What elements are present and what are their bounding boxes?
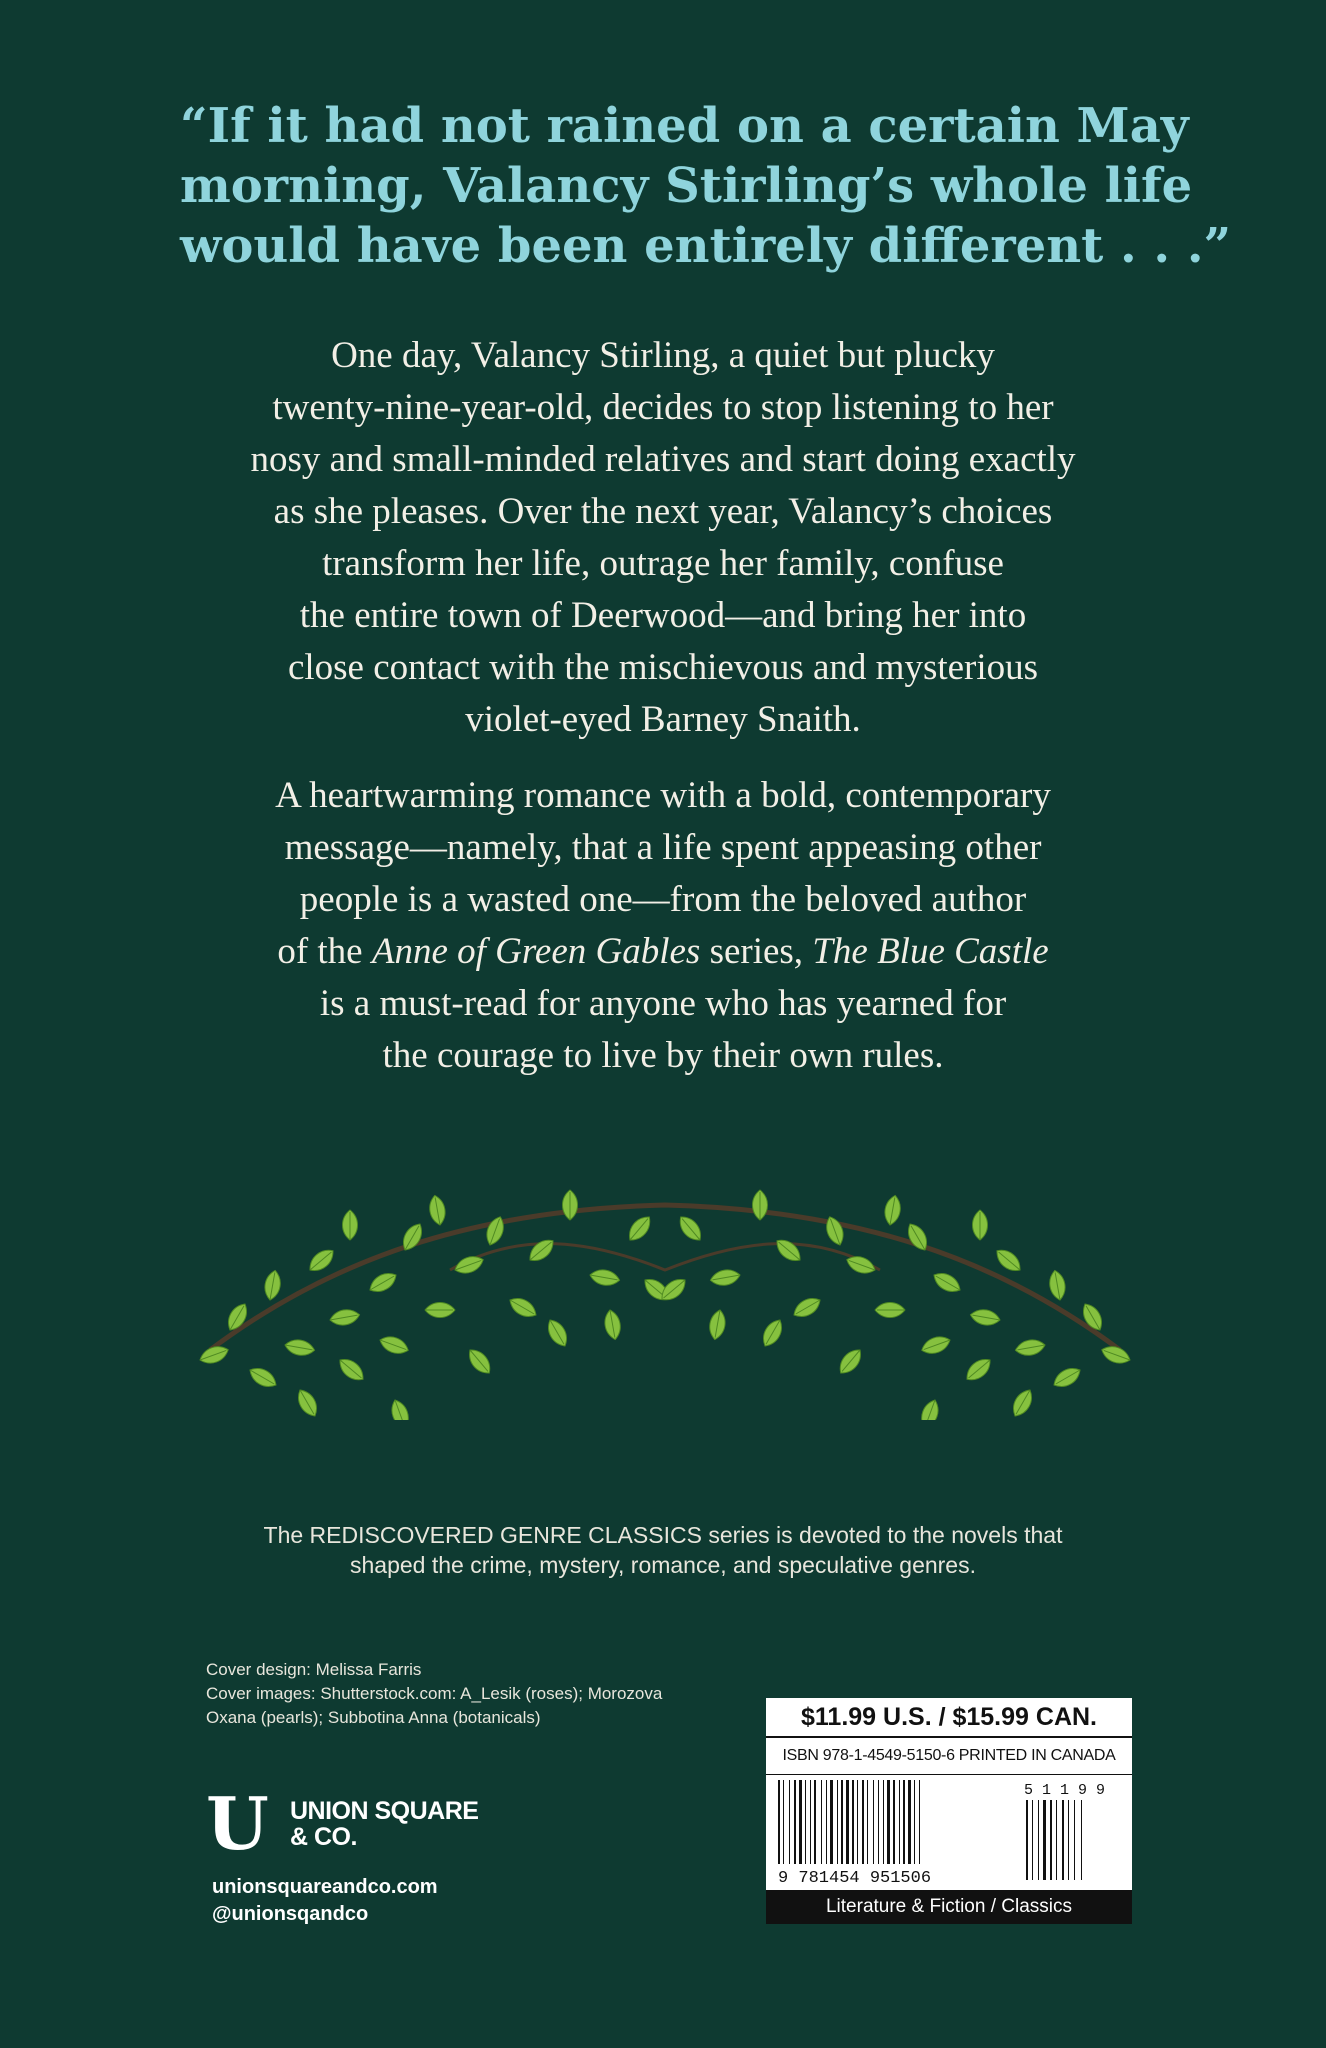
description-line: twenty-nine-year-old, decides to stop listening to her xyxy=(272,387,1054,428)
publisher-logo xyxy=(206,1781,526,1866)
description-paragraph-1 xyxy=(170,330,1156,746)
barcode-main-digits: 9 781454 951506 xyxy=(778,1869,932,1884)
text-span: series, xyxy=(700,931,813,972)
credit-line: Cover images: Shutterstock.com: A_Lesik (roses); Morozova xyxy=(206,1684,663,1703)
description-line: people is a wasted one—from the beloved author xyxy=(299,879,1027,920)
description-line: violet-eyed Barney Snaith. xyxy=(465,699,861,740)
description-line: as she pleases. Over the next year, Valancy’s choices xyxy=(273,491,1053,532)
publisher-name xyxy=(290,1798,478,1850)
series-note-line: The REDISCOVERED GENRE CLASSICS series is devoted to the novels that xyxy=(263,1522,1063,1548)
description-line: nosy and small-minded relatives and start doing exactly xyxy=(250,439,1076,480)
description-line: close contact with the mischievous and mysterious xyxy=(287,647,1039,688)
description-line: the courage to live by their own rules. xyxy=(382,1035,944,1076)
description-line: One day, Valancy Stirling, a quiet but plucky xyxy=(331,335,995,376)
barcode-panel xyxy=(766,1698,1132,1924)
botanical-vine-illustration xyxy=(190,1150,1140,1420)
description-line: A heartwarming romance with a bold, contemporary xyxy=(275,775,1051,816)
text-span: of the xyxy=(277,931,372,972)
quote-line: morning, Valancy Stirling’s whole life xyxy=(180,158,1193,214)
publisher-name-line: UNION SQUARE xyxy=(290,1797,479,1825)
pull-quote xyxy=(180,96,1232,276)
description-line: the entire town of Deerwood—and bring her into xyxy=(299,595,1027,636)
description-line: is a must-read for anyone who has yearned for xyxy=(319,983,1007,1024)
publisher-logo-icon: U xyxy=(206,1781,269,1866)
description-paragraph-2 xyxy=(170,770,1156,1082)
series-note-line: shaped the crime, mystery, romance, and speculative genres. xyxy=(350,1552,976,1578)
barcode-addon-digits: 5 1 1 9 9 xyxy=(1024,1782,1106,1799)
publisher-social-handle[interactable]: @unionsqandco xyxy=(212,1903,369,1925)
isbn-label: ISBN 978-1-4549-5150-6 PRINTED IN CANADA xyxy=(766,1738,1132,1775)
series-title: Anne of Green Gables xyxy=(371,931,701,972)
barcode-icon xyxy=(774,1780,1124,1884)
credit-line: Cover design: Melissa Farris xyxy=(206,1660,422,1679)
description-line: transform her life, outrage her family, confuse xyxy=(322,543,1004,584)
description-line xyxy=(170,926,1156,978)
publisher-name-line: & CO. xyxy=(290,1823,357,1851)
quote-line: “If it had not rained on a certain May xyxy=(180,98,1189,154)
category-label: Literature & Fiction / Classics xyxy=(766,1890,1132,1924)
publisher-links xyxy=(212,1874,438,1928)
description-line: message—namely, that a life spent appeasing other xyxy=(284,827,1042,868)
price-label: $11.99 U.S. / $15.99 CAN. xyxy=(766,1698,1132,1738)
credit-line: Oxana (pearls); Subbotina Anna (botanicals) xyxy=(206,1708,541,1727)
quote-line: would have been entirely different . . .” xyxy=(180,218,1232,274)
cover-credits xyxy=(206,1658,726,1730)
book-title: The Blue Castle xyxy=(812,931,1049,972)
series-note xyxy=(180,1520,1146,1580)
publisher-website[interactable]: unionsquareandco.com xyxy=(212,1876,438,1898)
